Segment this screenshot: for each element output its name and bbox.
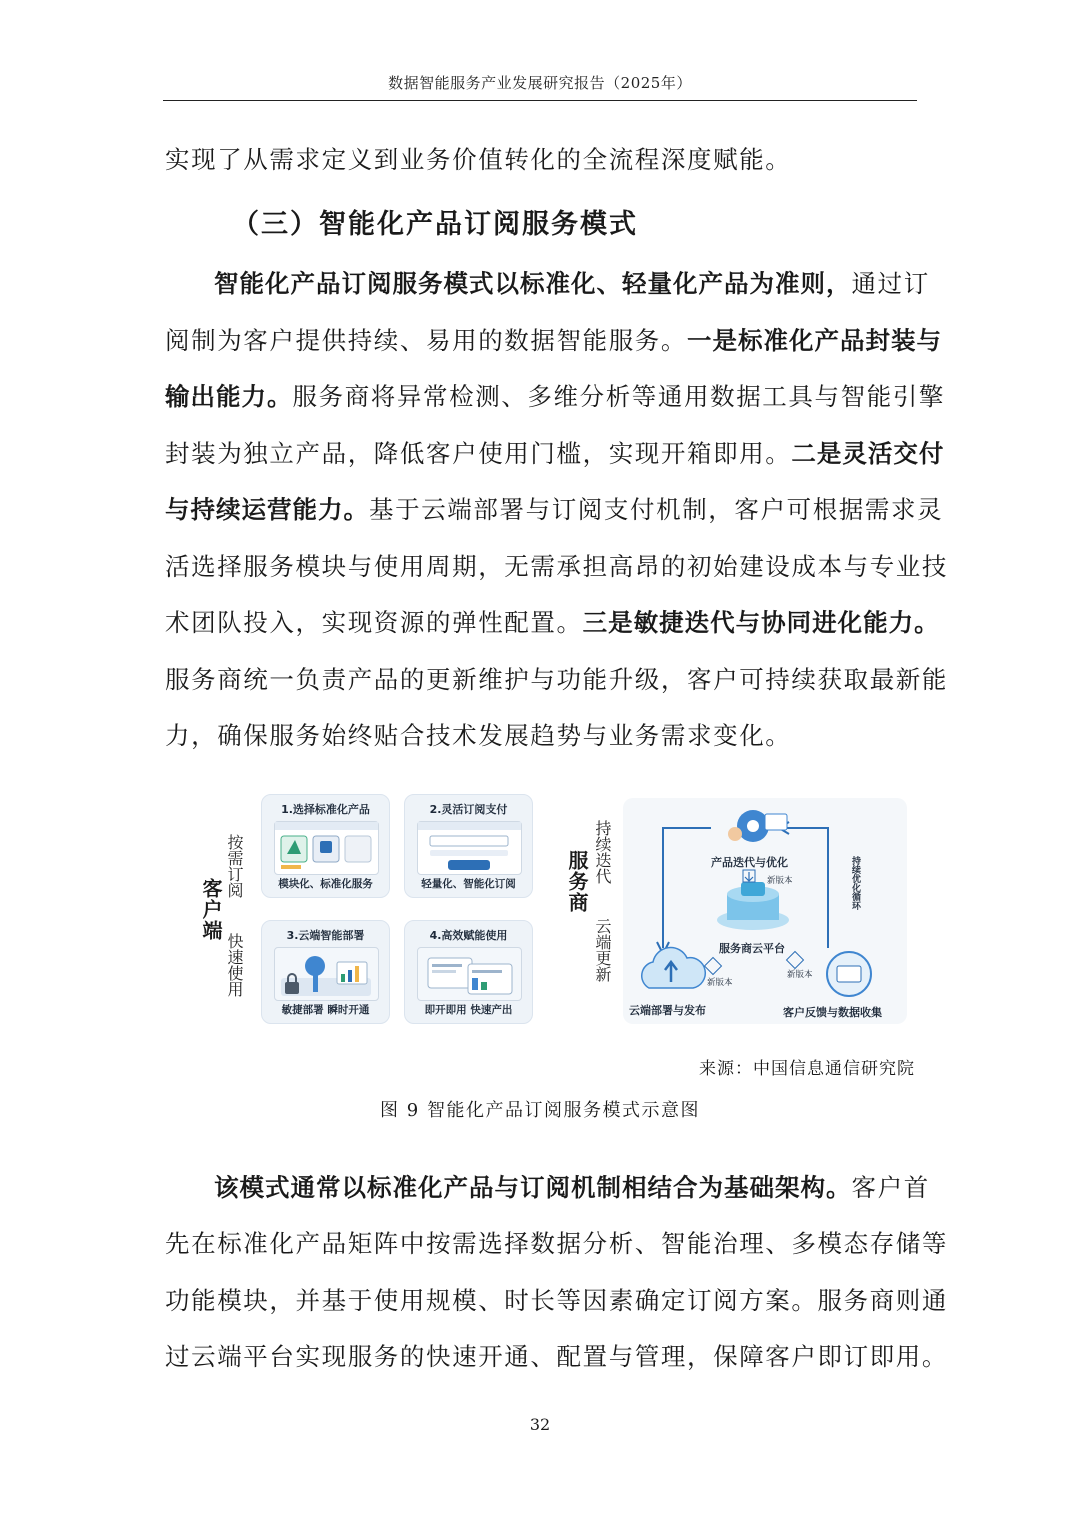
step-card-title: 4.高效赋能使用: [429, 929, 508, 942]
product-window-icon: [274, 821, 379, 875]
para2-l1-bold: 该模式通常以标准化产品与订阅机制相结合为基础架构。: [214, 1173, 852, 1202]
figure-source: 来源：中国信息通信研究院: [699, 1059, 915, 1079]
node-iterate-optimize: 产品迭代与优化: [711, 856, 788, 869]
para1-line-3: [165, 379, 945, 415]
para2-l1-rest: 客户首: [851, 1173, 930, 1202]
node-provider-platform: 服务商云平台: [719, 942, 785, 955]
para1-line-2: [165, 323, 942, 359]
step-card-cloud-deploy: [261, 920, 390, 1024]
para1-l2-bold: 一是标准化产品封装与: [687, 326, 942, 355]
para1-l1-rest: 通过订: [851, 269, 930, 298]
key-lock-icon: [274, 947, 379, 1001]
para1-line-6: 活选择服务模块与使用周期，无需承担高昂的初始建设成本与专业技: [165, 552, 948, 581]
new-version-label: 新版本: [707, 978, 733, 988]
step-card-title: 3.云端智能部署: [286, 929, 365, 942]
continuous-optimization-label: 持续优化循环: [850, 856, 860, 910]
para2-line-2: 先在标准化产品矩阵中按需选择数据分析、智能治理、多模态存储等: [165, 1229, 948, 1258]
step-card-footer: 敏捷部署 瞬时开通: [281, 1004, 370, 1016]
step-card-title: 2.灵活订阅支付: [429, 803, 508, 816]
para1-l4-bold: 二是灵活交付: [791, 439, 945, 468]
client-side-label: 客户端: [199, 878, 223, 941]
new-version-label: 新版本: [787, 970, 813, 980]
provider-cycle-panel: [623, 798, 907, 1024]
para1-line-5: [165, 492, 944, 528]
para1-line-4: [165, 436, 945, 472]
para1-line-8: 服务商统一负责产品的更新维护与功能升级，客户可持续获取最新能: [165, 665, 948, 694]
step-card-footer: 即开即用 快速产出: [424, 1004, 513, 1016]
para2-line-4: 过云端平台实现服务的快速开通、配置与管理，保障客户即订即用。: [165, 1342, 948, 1371]
step-card-select-product: [261, 794, 390, 898]
para2-line-1: [214, 1170, 930, 1206]
para1-line-1: [214, 266, 930, 302]
step-card-title: 1.选择标准化产品: [281, 803, 370, 816]
intro-line: 实现了从需求定义到业务价值转化的全流程深度赋能。: [165, 145, 792, 174]
client-sub-label-1: 按需订阅: [225, 834, 244, 898]
step-card-footer: 模块化、标准化服务: [278, 878, 373, 890]
para1-l3-bold: 输出能力。: [165, 382, 293, 411]
para1-line-9: 力，确保服务始终贴合技术发展趋势与业务需求变化。: [165, 721, 792, 750]
provider-side-label: 服务商: [565, 850, 589, 913]
para1-l3-rest: 服务商将异常检测、多维分析等通用数据工具与智能引擎: [292, 382, 945, 411]
payment-window-icon: [417, 821, 522, 875]
report-windows-icon: [417, 947, 522, 1001]
step-card-efficient-use: [404, 920, 533, 1024]
client-sub-label-2: 快速使用: [225, 933, 244, 997]
para1-l7-rest: 术团队投入，实现资源的弹性配置。: [165, 608, 583, 637]
header-rule: [163, 100, 917, 101]
step-card-footer: 轻量化、智能化订阅: [421, 878, 516, 890]
para1-l7-bold: 三是敏捷迭代与协同进化能力。: [582, 608, 940, 637]
page-number: 32: [529, 1415, 551, 1434]
step-card-flexible-payment: [404, 794, 533, 898]
provider-sub-label-2: 云端更新: [593, 918, 612, 982]
para1-line-7: [165, 605, 940, 641]
para2-line-3: 功能模块，并基于使用规模、时长等因素确定订阅方案。服务商则通: [165, 1286, 948, 1315]
subscription-model-figure: [193, 790, 913, 1028]
node-feedback-collect: 客户反馈与数据收集: [783, 1006, 882, 1019]
para1-l2-rest: 阅制为客户提供持续、易用的数据智能服务。: [165, 326, 687, 355]
para1-l5-rest: 基于云端部署与订阅支付机制，客户可根据需求灵: [369, 495, 944, 524]
new-version-label: 新版本: [767, 876, 793, 886]
para1-l5-bold: 与持续运营能力。: [165, 495, 369, 524]
para1-l1-bold: 智能化产品订阅服务模式以标准化、轻量化产品为准则，: [214, 269, 852, 298]
para1-l4-rest: 封装为独立产品，降低客户使用门槛，实现开箱即用。: [165, 439, 792, 468]
figure-caption: 图 9 智能化产品订阅服务模式示意图: [380, 1100, 700, 1121]
provider-sub-label-1: 持续迭代: [593, 820, 612, 884]
node-cloud-deploy: 云端部署与发布: [629, 1004, 706, 1017]
section-heading: （三）智能化产品订阅服务模式: [232, 209, 638, 240]
running-header: 数据智能服务产业发展研究报告（2025年）: [388, 74, 692, 92]
